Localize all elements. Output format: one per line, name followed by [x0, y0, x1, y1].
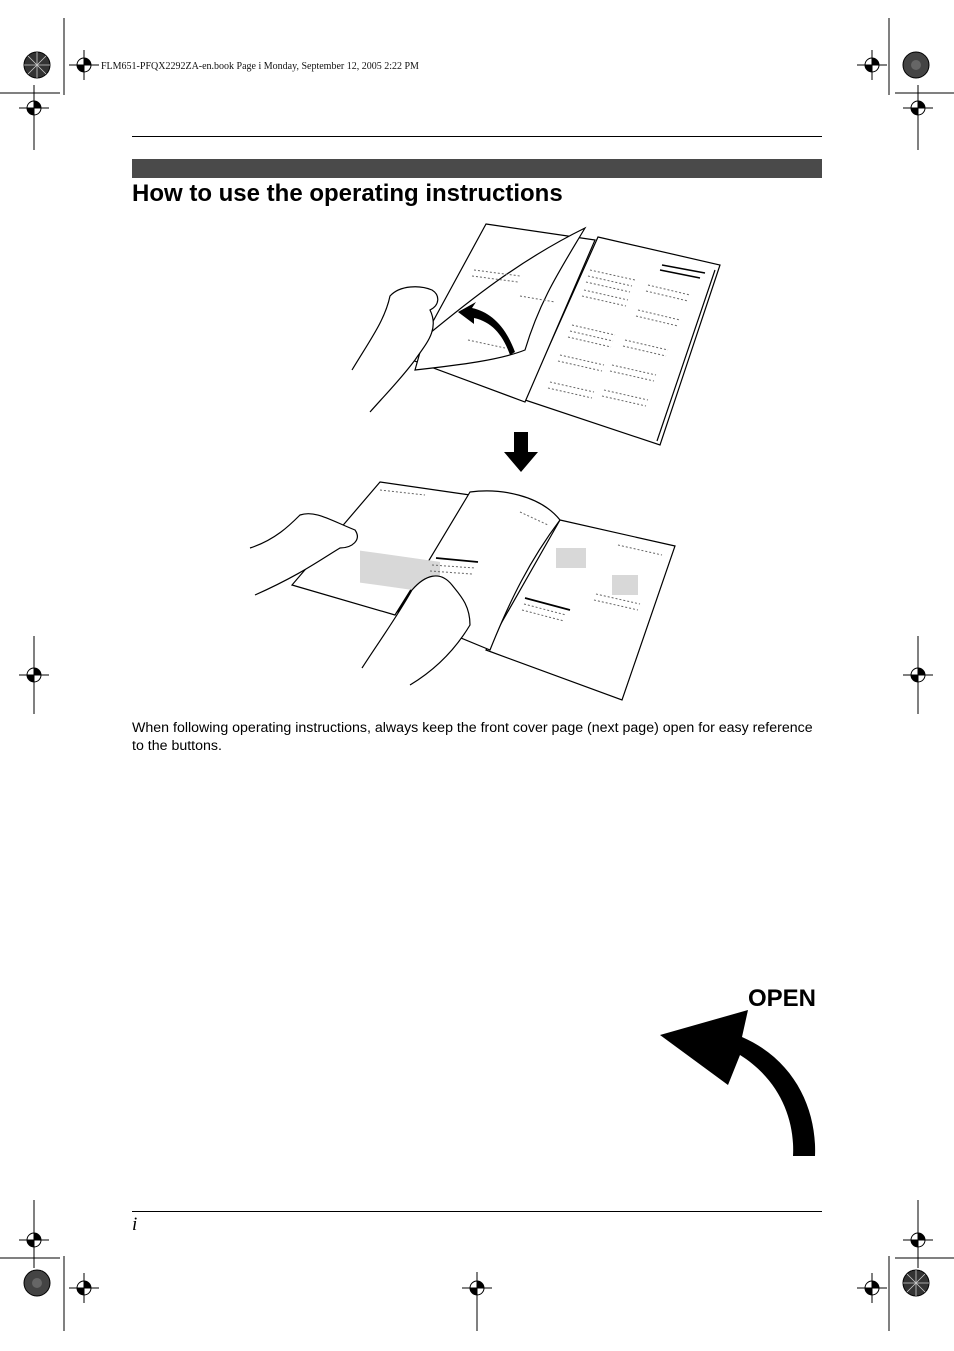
arrow-down-icon	[504, 432, 538, 472]
open-label: OPEN	[748, 985, 817, 1012]
print-header: FLM651-PFQX2292ZA-en.book Page i Monday, September 12, 2005 2:22 PM	[101, 61, 419, 72]
curved-arrow-icon	[660, 1010, 820, 1160]
footer-rule	[132, 1211, 822, 1212]
page-title: How to use the operating instructions	[132, 180, 563, 207]
body-paragraph: When following operating instructions, always keep the front cover page (next page) open for easy reference to the buttons.	[132, 720, 813, 754]
page-number: i	[132, 1214, 138, 1235]
